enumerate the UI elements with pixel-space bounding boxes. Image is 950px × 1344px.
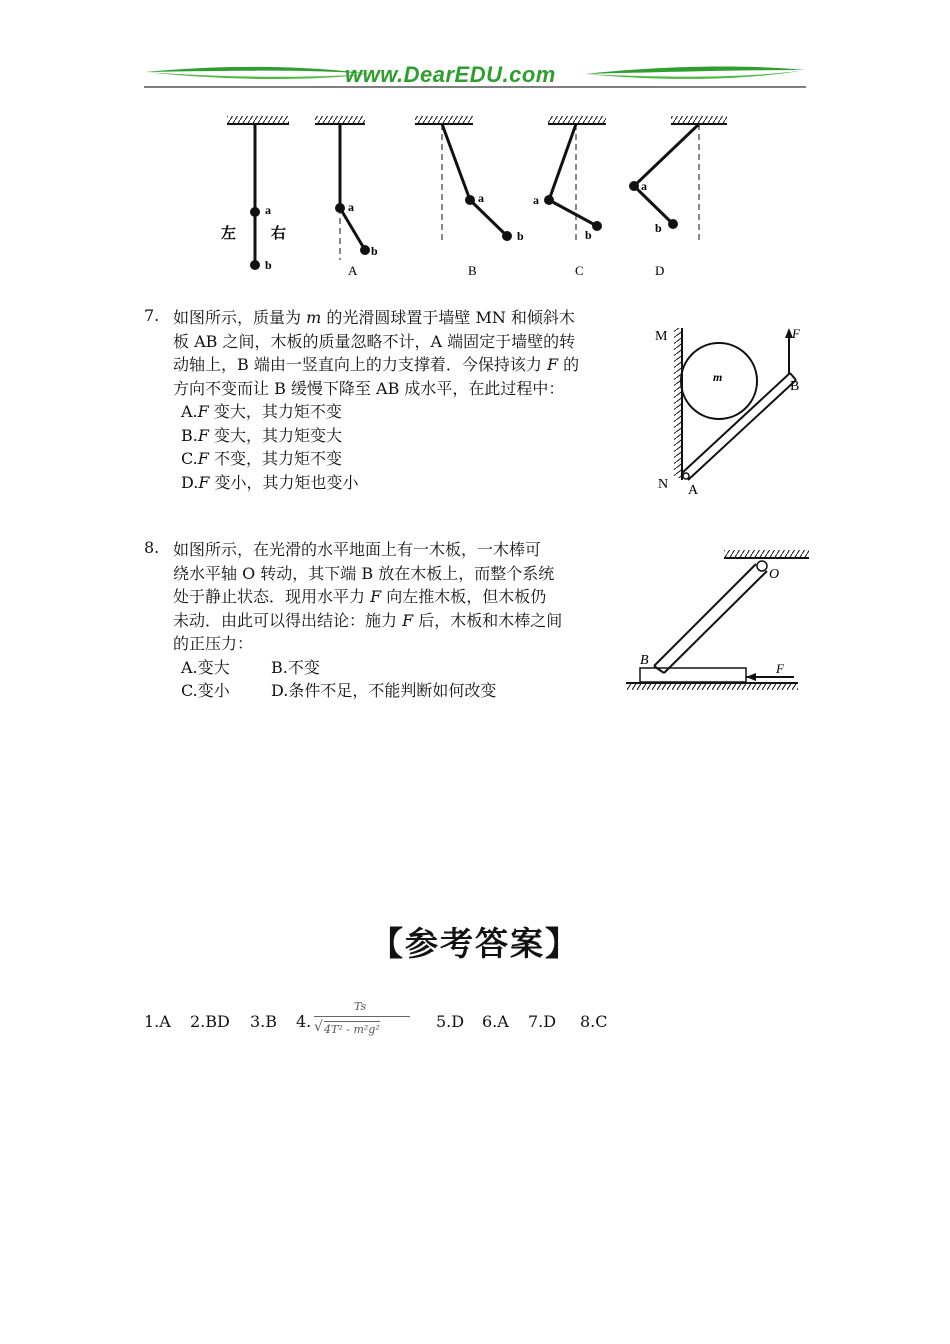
answer-6: 6.A (482, 1012, 509, 1031)
q8-label-O: O (769, 567, 780, 582)
option-label-B: B (468, 263, 477, 278)
q7-label-m: m (713, 370, 723, 384)
q7-figure (652, 318, 812, 500)
q8-option-d: D.条件不足，不能判断如何改变 (271, 681, 497, 700)
label-a-D: a (641, 179, 647, 193)
label-b-B: b (517, 229, 524, 243)
q8-line-3: 处于静止状态．现用水平力 F 向左推木板，但木板仍 (173, 587, 547, 606)
q8-label-F: F (776, 661, 784, 676)
pendulum-diagrams (215, 112, 735, 287)
q7-label-A: A (688, 483, 699, 498)
q7-label-B: B (790, 379, 800, 394)
answer-5: 5.D (436, 1012, 465, 1031)
q8-text (173, 538, 618, 703)
pendulum-figure (215, 112, 735, 287)
q7-line-3: 动轴上，B 端由一竖直向上的力支撑着．今保持该力 F 的 (173, 355, 580, 374)
answer-2: 2.BD (190, 1012, 230, 1031)
q7-label-M: M (655, 329, 668, 344)
answer-3: 3.B (250, 1012, 278, 1031)
q7-line-1: 如图所示，质量为 m 的光滑圆球置于墙壁 MN 和倾斜木 (173, 308, 575, 327)
answer-7: 7.D (528, 1012, 557, 1031)
q7-option-d: D.F 变小，其力矩也变小 (181, 472, 359, 492)
q8-options-row-1 (173, 656, 618, 680)
answer-8: 8.C (580, 1012, 608, 1031)
formula-numerator: Ts (354, 1000, 367, 1013)
q8-option-c: C.变小 (181, 681, 230, 700)
q8-option-b: B.不变 (271, 657, 320, 677)
label-b-A: b (371, 244, 378, 258)
q7-number: 7. (144, 306, 160, 325)
answer-4: 4. (296, 1012, 312, 1031)
q8-line-5: 的正压力： (173, 634, 254, 653)
q8-line-1: 如图所示，在光滑的水平地面上有一木板，一木棒可 (173, 540, 542, 559)
label-a-A: a (348, 200, 354, 214)
q7-text (173, 306, 648, 494)
q7-label-N: N (658, 477, 669, 492)
option-label-C: C (575, 263, 584, 278)
q8-line-4: 未动．由此可以得出结论：施力 F 后，木板和木棒之间 (173, 610, 563, 630)
q8-rod-board-diagram (622, 546, 812, 696)
option-label-D: D (655, 263, 665, 278)
label-left: 左 (221, 226, 237, 242)
q8-options-row-2 (173, 679, 618, 703)
q8-label-B: B (640, 653, 649, 668)
answers-title: 【参考答案】 (370, 924, 580, 963)
formula-fraction-bar (314, 1016, 410, 1017)
label-b-D: b (655, 221, 662, 235)
q7-ball-wall-board-diagram (652, 318, 812, 500)
q8-figure (622, 546, 812, 696)
option-label-A: A (348, 263, 358, 278)
q7-line-2: 板 AB 之间，木板的质量忽略不计，A 端固定于墙壁的转 (173, 331, 576, 351)
answer-1: 1.A (144, 1012, 171, 1031)
formula-denominator: 4T² - m²g² (324, 1023, 380, 1036)
q7-option-a: A.F 变大，其力矩不变 (181, 402, 342, 421)
site-logo-text: www.DearEDU.com (345, 62, 556, 87)
formula-sqrt-sign: √ (314, 1019, 323, 1035)
answers-row (144, 1000, 804, 1052)
q8-option-a: A.变大 (181, 657, 230, 677)
label-b-C: b (585, 228, 592, 242)
q7-label-F: F (792, 326, 800, 341)
q7-option-c: C.F 不变，其力矩不变 (181, 449, 342, 468)
label-right: 右 (271, 226, 287, 242)
page-header (140, 60, 810, 94)
label-a-1: a (265, 203, 271, 217)
label-a-B: a (478, 191, 484, 205)
q8-number: 8. (144, 538, 160, 557)
label-b-1: b (265, 258, 272, 272)
q7-line-4: 方向不变而让 B 缓慢下降至 AB 成水平，在此过程中： (173, 378, 565, 398)
q8-line-2: 绕水平轴 O 转动，其下端 B 放在木板上，而整个系统 (173, 563, 555, 583)
q7-option-b: B.F 变大，其力矩变大 (181, 425, 343, 445)
answer-4-formula (312, 1000, 412, 1046)
label-a-C: a (533, 193, 539, 207)
